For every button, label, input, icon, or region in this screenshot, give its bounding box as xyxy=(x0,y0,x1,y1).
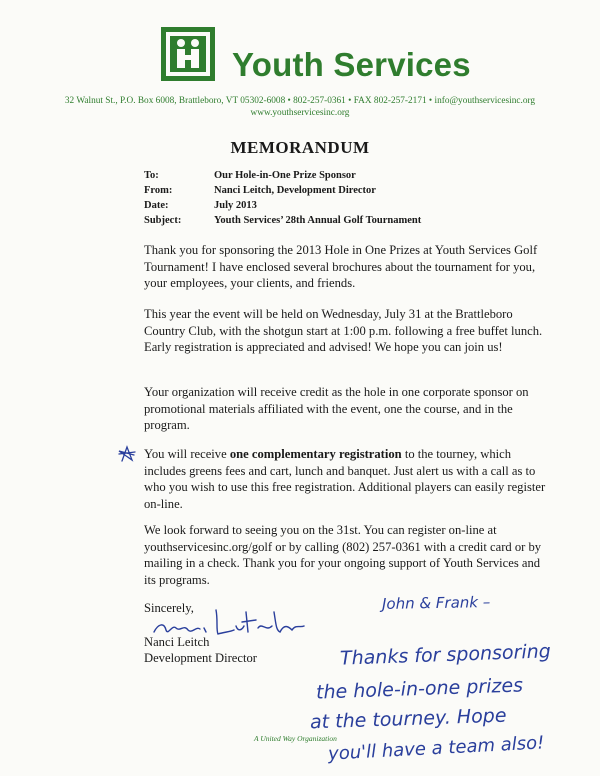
p4-bold-registration: one complementary registration xyxy=(229,447,402,461)
youth-services-logo-icon xyxy=(160,26,216,82)
letterhead-address: 32 Walnut St., P.O. Box 6008, Brattleboro, VT 05302-6008 • 802-257-0361 • FAX 802-257-2171 • info@youthservicesinc.org xyxy=(64,96,536,106)
note-line-2: Thanks for sponsoring xyxy=(339,640,552,670)
letterhead-website: www.youthservicesinc.org xyxy=(250,108,350,118)
note-line-1: John & Frank – xyxy=(381,593,491,613)
body-paragraph-3: Your organization will receive credit as the hole in one corporate sponsor on promotional materials affiliated with the event, one the course, and in the program. xyxy=(144,385,529,432)
body-paragraph-1: Thank you for sponsoring the 2013 Hole in One Prizes at Youth Services Golf Tournament! I have enclosed several brochures about the tournament for you, your employees, your clients, and friends. xyxy=(144,243,538,290)
field-value: Nanci Leitch, Development Director xyxy=(214,185,376,196)
note-line-4: at the tourney. Hope xyxy=(309,704,507,734)
p4-text-start: You will receive xyxy=(144,447,230,461)
field-value: Our Hole-in-One Prize Sponsor xyxy=(214,170,356,181)
field-value: July 2013 xyxy=(214,200,257,211)
signature-nanci-leitch xyxy=(146,602,336,642)
salutation: Sincerely, xyxy=(144,601,194,615)
memo-title: MEMORANDUM xyxy=(230,138,370,157)
signer-name: Nanci Leitch xyxy=(144,635,210,649)
note-line-3: the hole-in-one prizes xyxy=(315,674,524,704)
p4-text-end: to the tourney, which includes greens fees and cart, lunch and banquet. Just alert us with a call as to who you wish to use this free registration. Additional players can easily register on-line. xyxy=(144,447,546,511)
field-value: Youth Services’ 28th Annual Golf Tournament xyxy=(214,215,422,226)
field-label: Subject: xyxy=(144,215,182,226)
field-label: From: xyxy=(144,185,173,196)
body-paragraph-4 xyxy=(144,446,554,512)
united-way-footer: A United Way Organization xyxy=(254,734,337,743)
org-name: Youth Services xyxy=(232,46,471,83)
field-label: Date: xyxy=(144,200,169,211)
handwritten-note xyxy=(309,588,600,776)
note-line-5: you'll have a team also! xyxy=(327,732,545,765)
body-paragraph-5: We look forward to seeing you on the 31st. You can register on-line at youthservicesinc.org/golf or by calling (802) 257-0361 with a credit card or by mailing in a check. Thank you for your ongoing support of Youth Services and its programs. xyxy=(144,523,542,587)
handwritten-star-icon xyxy=(117,445,137,463)
signer-title: Development Director xyxy=(144,651,257,665)
field-label: To: xyxy=(144,170,159,181)
body-paragraph-2: This year the event will be held on Wednesday, July 31 at the Brattleboro Country Club, with the shotgun start at 1:00 p.m. following a free buffet lunch. Early registration is appreciated and advised! We hope you can join us! xyxy=(144,307,543,354)
